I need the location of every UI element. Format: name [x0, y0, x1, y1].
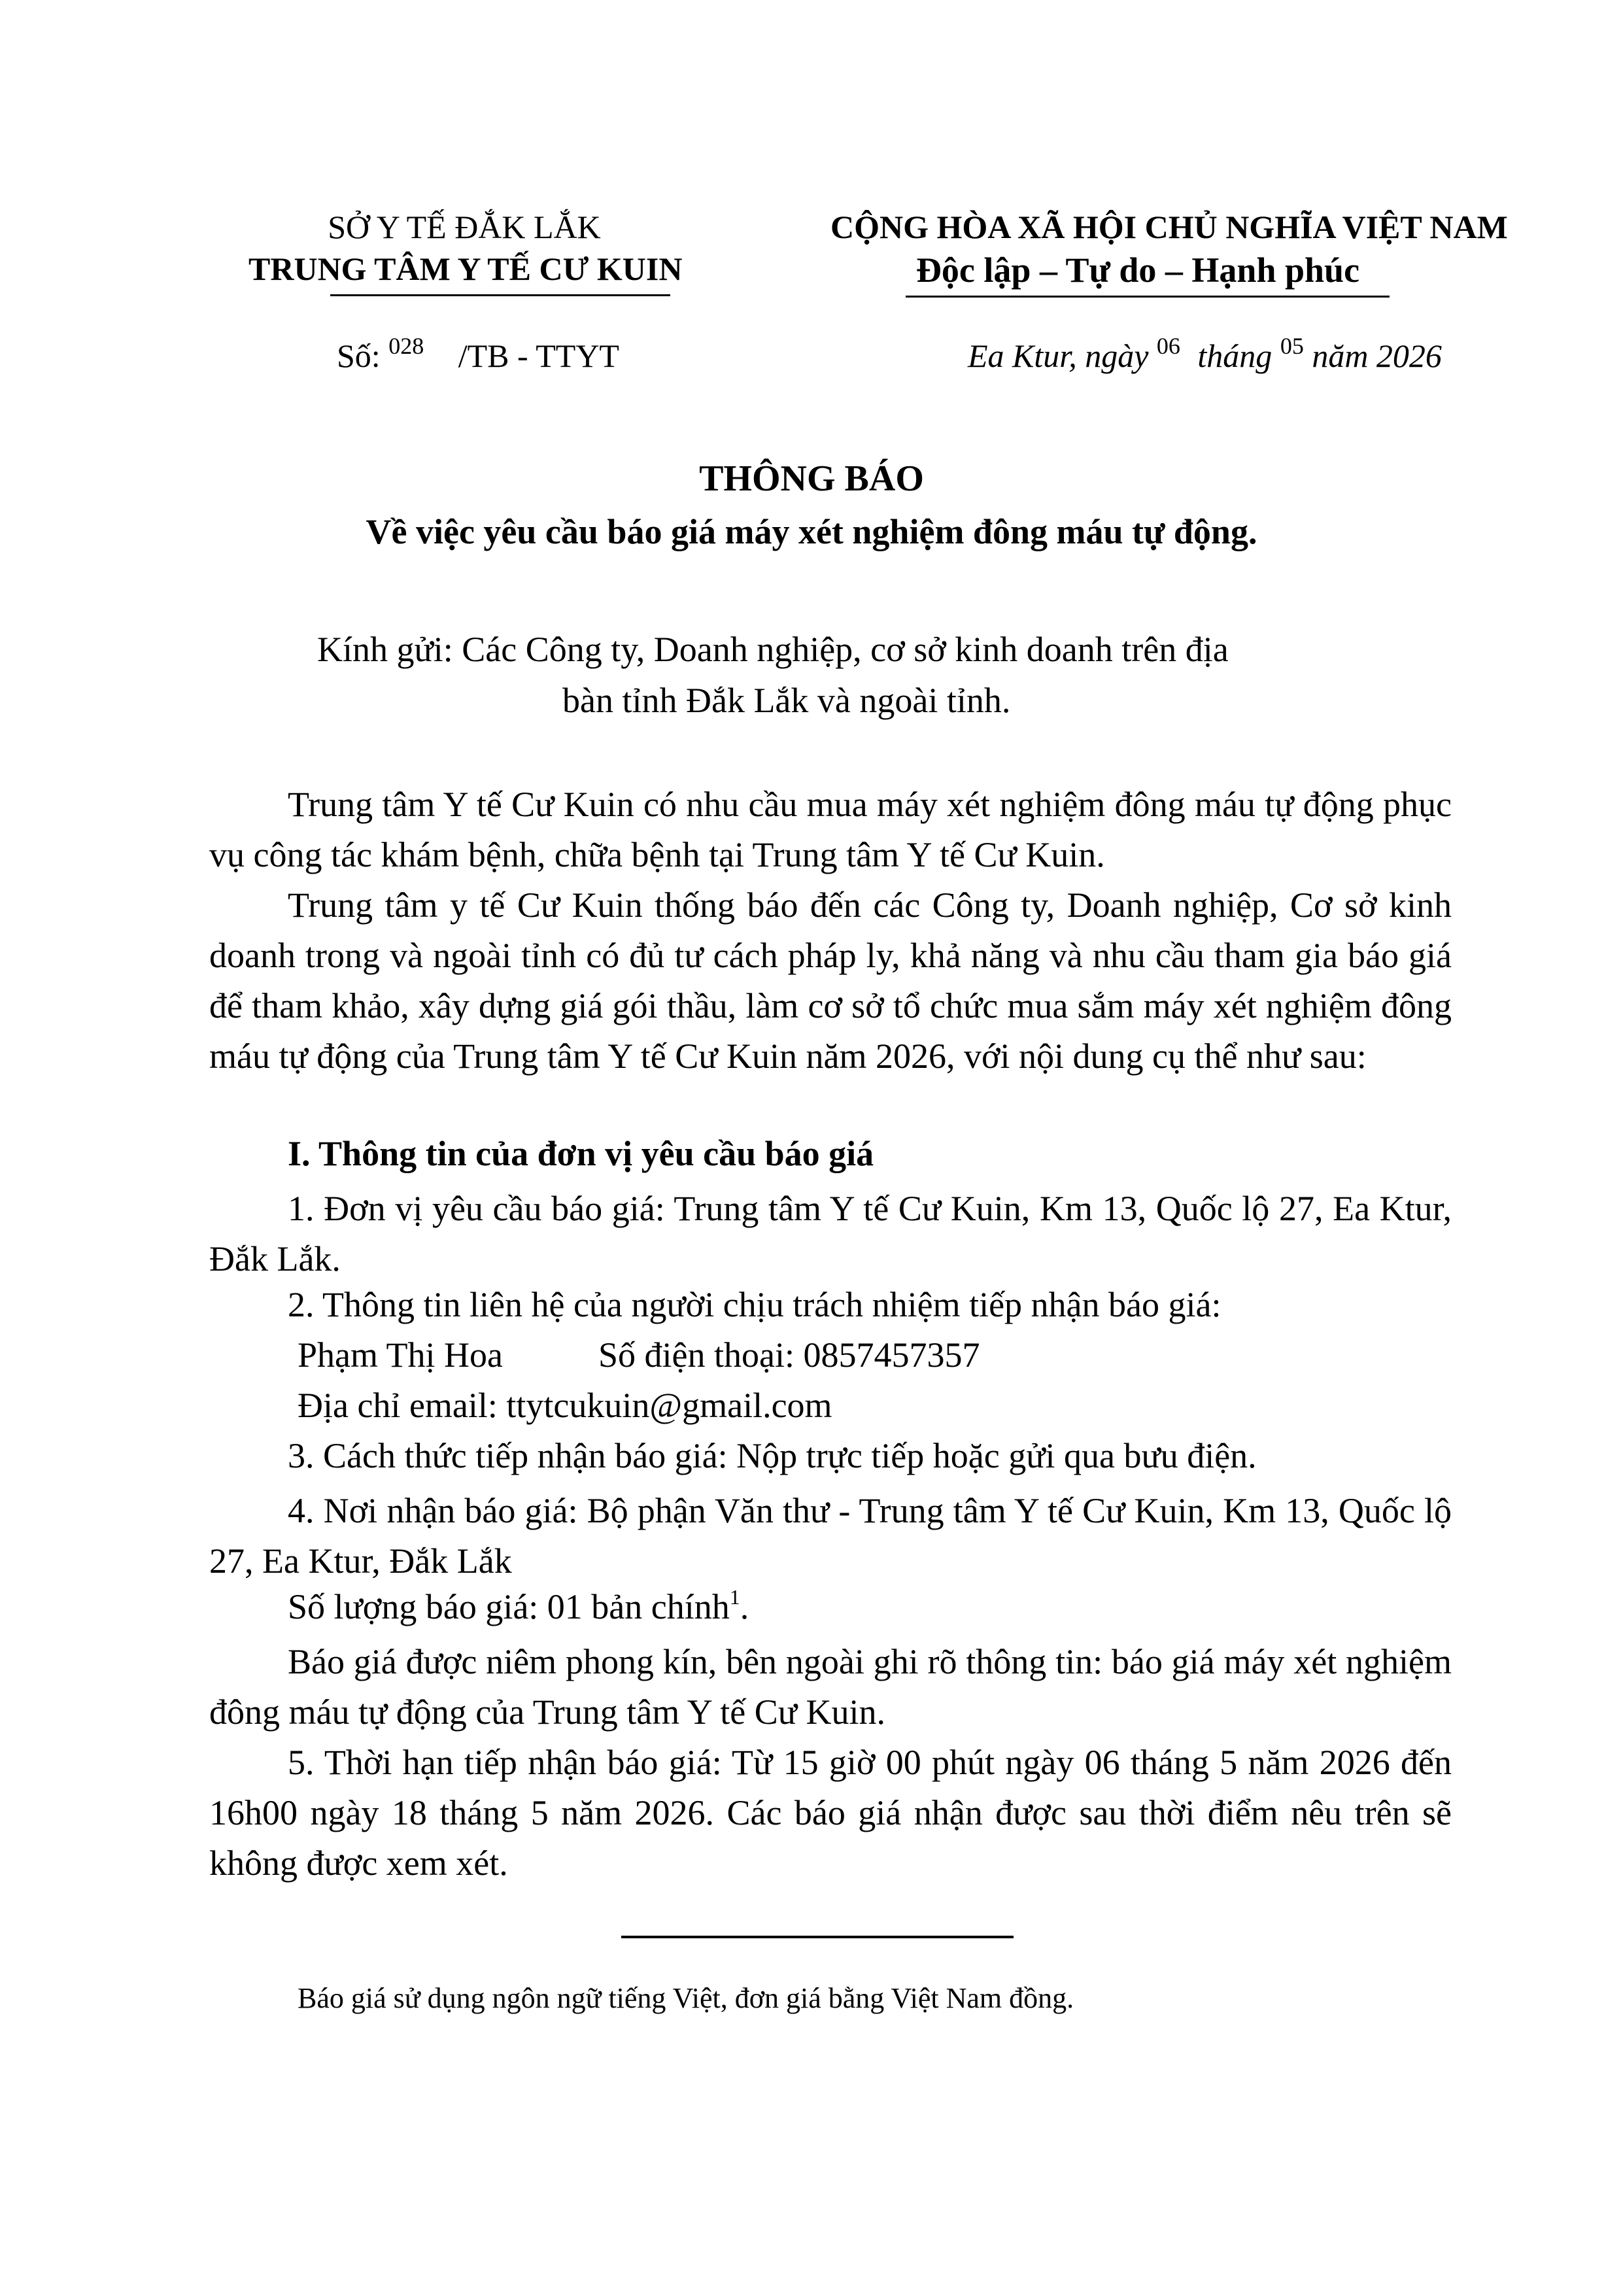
item-2: 2. Thông tin liên hệ của người chịu trách nhiệm tiếp nhận báo giá: [288, 1285, 1222, 1324]
item-3: 3. Cách thức tiếp nhận báo giá: Nộp trực tiếp hoặc gửi qua bưu điện. [288, 1436, 1257, 1475]
quantity-end: . [740, 1587, 749, 1626]
motto: Độc lập – Tự do – Hạnh phúc [915, 250, 1360, 290]
section-1-heading: I. Thông tin của đơn vị yêu cầu báo giá [288, 1134, 874, 1173]
footnote-separator [621, 1936, 1014, 1938]
footnote-mark: 1 [729, 1585, 740, 1609]
place-date-prefix: Ea Ktur, ngày [968, 337, 1149, 374]
date-day: 06 [1156, 333, 1180, 359]
doc-no-value: 028 [388, 333, 424, 359]
org-underline [330, 294, 670, 296]
paragraph-invitation: Trung tâm y tế Cư Kuin thống báo đến các Công ty, Doanh nghiệp, Cơ sở kinh doanh trong và ngoài tỉnh có đủ tư cách pháp ly, khả năng và nhu cầu tham gia báo giá để tham khảo, xây dựng giá gói thầu, làm cơ sở tổ chức mua sắm máy xét nghiệm đông máu tự động của Trung tâm Y tế Cư Kuin năm 2026, với nội dung cụ thể như sau: [209, 885, 1452, 1076]
month-label: tháng [1197, 337, 1273, 374]
motto-underline [906, 296, 1390, 298]
quantity-text: Số lượng báo giá: 01 bản chính [288, 1587, 730, 1626]
year-label: năm 2026 [1312, 337, 1442, 374]
org-parent: SỞ Y TẾ ĐẮK LẮK [328, 209, 601, 245]
doc-subtitle: Về việc yêu cầu báo giá máy xét nghiệm đông máu tự động. [366, 512, 1257, 551]
sealed-note: Báo giá được niêm phong kín, bên ngoài ghi rõ thông tin: báo giá máy xét nghiệm đông máu tự động của Trung tâm Y tế Cư Kuin. [209, 1642, 1452, 1732]
item-5: 5. Thời hạn tiếp nhận báo giá: Từ 15 giờ 00 phút ngày 06 tháng 5 năm 2026 đến 16h00 ngày 18 tháng 5 năm 2026. Các báo giá nhận được sau thời điểm nêu trên sẽ không được xem xét. [209, 1743, 1452, 1883]
quantity-line [288, 1586, 749, 1627]
nation-name: CỘNG HÒA XÃ HỘI CHỦ NGHĨA VIỆT NAM [830, 209, 1508, 245]
contact-email: Địa chỉ email: ttytcukuin@gmail.com [298, 1386, 832, 1425]
org-name: TRUNG TÂM Y TẾ CƯ KUIN [248, 250, 683, 287]
recipient-line-2: bàn tỉnh Đắk Lắk và ngoài tỉnh. [562, 681, 1011, 720]
recipient-line-1: Kính gửi: Các Công ty, Doanh nghiệp, cơ sở kinh doanh trên địa [317, 630, 1229, 669]
place-date [968, 333, 1442, 375]
contact-phone: Số điện thoại: 0857457357 [598, 1335, 980, 1375]
item-4: 4. Nơi nhận báo giá: Bộ phận Văn thư - Trung tâm Y tế Cư Kuin, Km 13, Quốc lộ 27, Ea Ktur, Đắk Lắk [209, 1491, 1452, 1581]
contact-name: Phạm Thị Hoa [298, 1335, 503, 1375]
footnote-text: Báo giá sử dụng ngôn ngữ tiếng Việt, đơn giá bằng Việt Nam đồng. [298, 1982, 1074, 2014]
paragraph-intro: Trung tâm Y tế Cư Kuin có nhu cầu mua máy xét nghiệm đông máu tự động phục vụ công tác khám bệnh, chữa bệnh tại Trung tâm Y tế Cư Kuin. [209, 785, 1452, 874]
doc-no-prefix: Số: [337, 337, 381, 374]
doc-title: THÔNG BÁO [699, 458, 924, 499]
doc-no-suffix: /TB - TTYT [458, 337, 619, 374]
date-month: 05 [1280, 333, 1304, 359]
item-1: 1. Đơn vị yêu cầu báo giá: Trung tâm Y tế Cư Kuin, Km 13, Quốc lộ 27, Ea Ktur, Đắk Lắk. [209, 1189, 1452, 1278]
doc-number [337, 333, 619, 375]
